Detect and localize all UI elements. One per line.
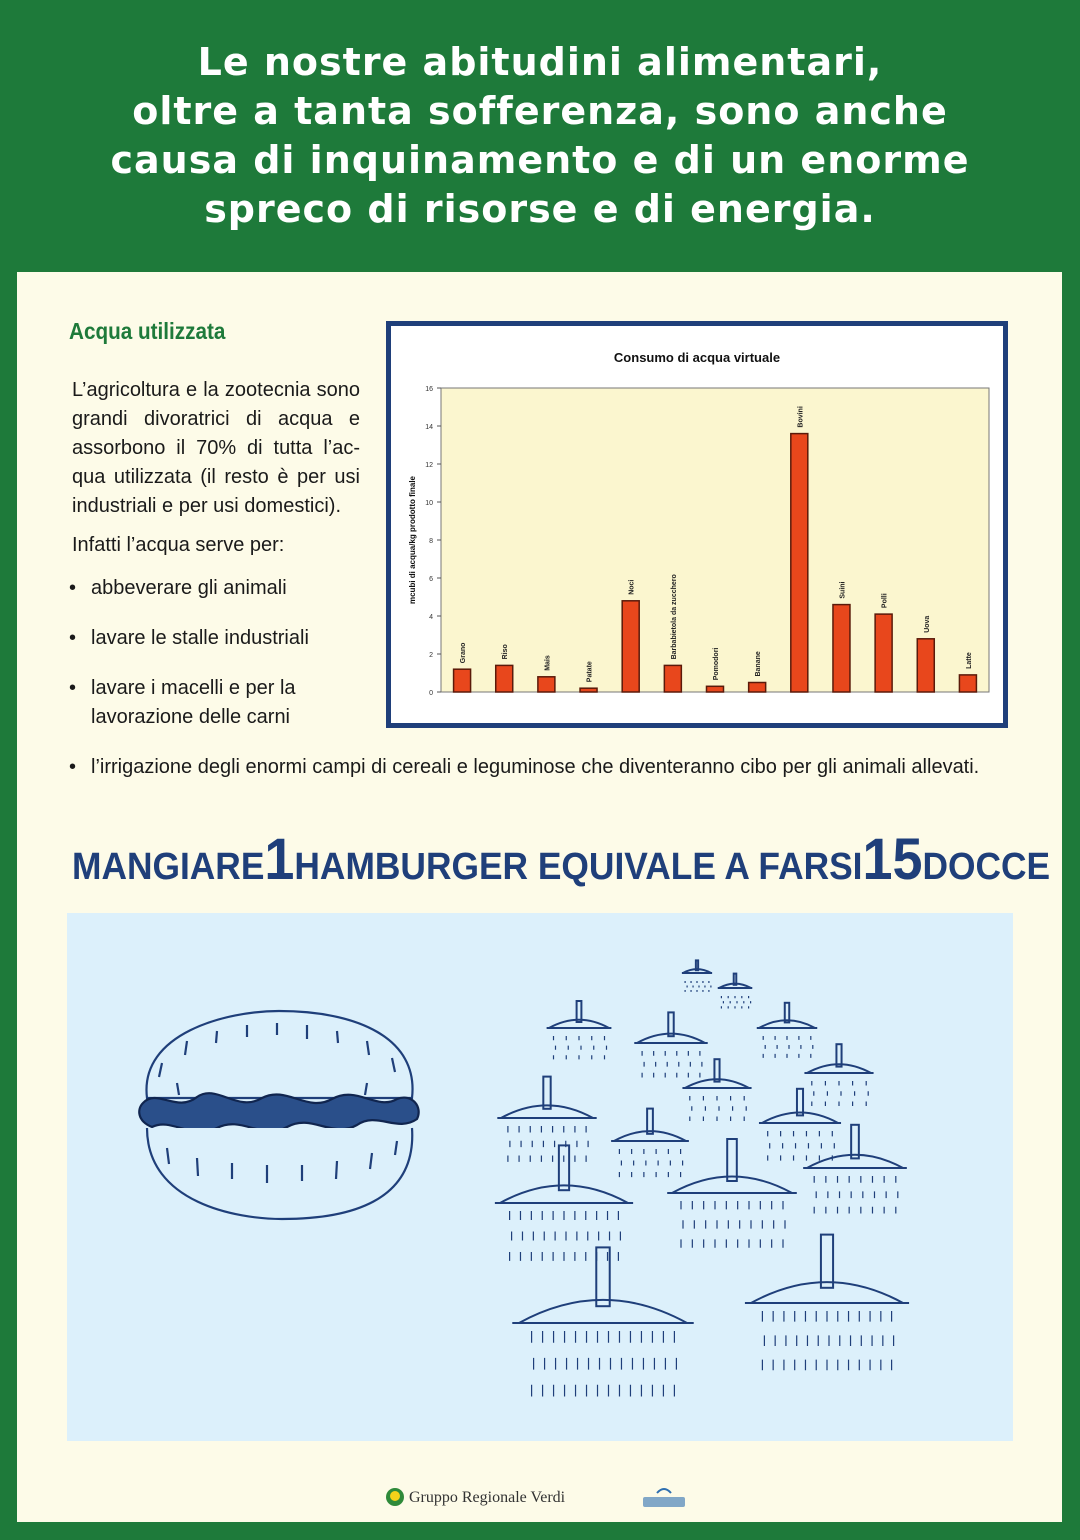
bar-label: Grano bbox=[460, 642, 468, 664]
intro-paragraph: L’agricoltura e la zootecnia sono grandi divoratrici di acqua e assorbono il 70% di tutta l’ac-qua utilizzata (il resto è per usi industriali e per usi domestici). bbox=[72, 379, 360, 517]
chart-frame bbox=[386, 321, 1008, 728]
bar-label: Latte bbox=[965, 652, 973, 669]
bar bbox=[707, 686, 724, 692]
shower-heads-group bbox=[495, 960, 909, 1396]
bar bbox=[454, 669, 471, 692]
shower-head-icon bbox=[667, 1139, 797, 1248]
bar bbox=[959, 675, 976, 692]
bullet-list bbox=[69, 574, 369, 753]
headline bbox=[111, 38, 970, 234]
shower-head-icon bbox=[804, 1044, 873, 1106]
hamburger-icon bbox=[139, 1011, 418, 1219]
bar-label: Suini bbox=[839, 581, 847, 599]
y-tick-label: 6 bbox=[429, 576, 433, 583]
bar-label: Uova bbox=[923, 615, 931, 633]
bar-label: Pomodori bbox=[713, 647, 720, 681]
shower-head-icon bbox=[682, 960, 712, 992]
y-tick-label: 2 bbox=[429, 652, 433, 659]
header-banner bbox=[0, 0, 1080, 272]
bar bbox=[917, 639, 934, 692]
bar bbox=[580, 688, 597, 692]
bar-label: Mais bbox=[544, 655, 552, 671]
shower-head-icon bbox=[745, 1235, 909, 1371]
y-tick-label: 4 bbox=[429, 614, 433, 621]
bar bbox=[749, 683, 766, 693]
bar-label: Barbabietola da zucchero bbox=[670, 574, 678, 660]
partner-logo-icon bbox=[639, 1487, 689, 1511]
headline-line: spreco di risorse e di energia. bbox=[204, 187, 876, 231]
y-tick-label: 16 bbox=[425, 386, 433, 393]
slogan-part: DOCCE bbox=[922, 846, 1051, 888]
headline-line: Le nostre abitudini alimentari, bbox=[197, 40, 883, 84]
y-tick-label: 0 bbox=[429, 690, 433, 697]
content-panel bbox=[17, 272, 1062, 1522]
slogan-number: 1 bbox=[264, 827, 295, 892]
bullet-item: • lavare i macelli e per la lavorazione delle carni bbox=[69, 674, 369, 732]
chart-title: Consumo di acqua virtuale bbox=[613, 350, 781, 365]
chart-plot-area bbox=[441, 388, 989, 692]
slogan-part: MANGIARE bbox=[72, 846, 265, 888]
lead-text: Infatti l’acqua serve per: bbox=[72, 534, 285, 556]
sun-logo-icon bbox=[385, 1487, 405, 1507]
y-tick-label: 10 bbox=[425, 500, 433, 507]
y-tick-label: 8 bbox=[429, 538, 433, 545]
shower-head-icon bbox=[634, 1012, 707, 1077]
bullet-item: • lavare le stalle industriali bbox=[69, 624, 369, 653]
bar bbox=[664, 665, 681, 692]
bar-label: Patate bbox=[586, 661, 594, 683]
shower-head-icon bbox=[547, 1001, 612, 1059]
bullet-item-irrigation: • l’irrigazione degli enormi campi di cereali e leguminose che diventeranno cibo per gli animali allevati. bbox=[69, 756, 979, 779]
bar bbox=[875, 614, 892, 692]
shower-head-icon bbox=[497, 1077, 596, 1162]
footer-org: Gruppo Regionale Verdi bbox=[409, 1489, 566, 1506]
bar-label: Bovini bbox=[797, 406, 805, 428]
section-title: Acqua utilizzata bbox=[69, 318, 226, 344]
shower-head-icon bbox=[759, 1089, 841, 1161]
bar-label: Riso bbox=[502, 644, 510, 660]
bar-label: Polli bbox=[881, 593, 889, 609]
headline-line: causa di inquinamento e di un enorme bbox=[110, 138, 970, 182]
bar-label: Banane bbox=[755, 651, 763, 677]
shower-head-icon bbox=[757, 1003, 817, 1058]
bar bbox=[496, 665, 513, 692]
bar bbox=[622, 601, 639, 692]
y-tick-label: 14 bbox=[425, 424, 433, 431]
slogan-number: 15 bbox=[862, 827, 923, 892]
shower-head-icon bbox=[803, 1125, 907, 1214]
water-consumption-chart bbox=[391, 326, 1003, 723]
bullet-item: • abbeverare gli animali bbox=[69, 574, 369, 603]
hamburger-showers-illustration bbox=[67, 913, 1013, 1441]
shower-head-icon bbox=[611, 1109, 689, 1177]
bar bbox=[791, 434, 808, 692]
chart-y-axis-label: mcubi di acqua/kg prodotto finale bbox=[408, 475, 417, 605]
shower-head-icon bbox=[718, 974, 753, 1009]
slogan bbox=[72, 826, 1051, 893]
bar bbox=[538, 677, 555, 692]
y-tick-label: 12 bbox=[425, 462, 433, 469]
headline-line: oltre a tanta sofferenza, sono anche bbox=[132, 89, 948, 133]
slogan-part: HAMBURGER EQUIVALE A FARSI bbox=[294, 846, 863, 888]
shower-head-icon bbox=[512, 1247, 693, 1396]
bar-label: Noci bbox=[628, 579, 636, 595]
drawing bbox=[67, 913, 1013, 1441]
shower-head-icon bbox=[495, 1145, 633, 1261]
shower-head-icon bbox=[682, 1059, 751, 1121]
footer bbox=[17, 1485, 1062, 1515]
bar bbox=[833, 605, 850, 692]
